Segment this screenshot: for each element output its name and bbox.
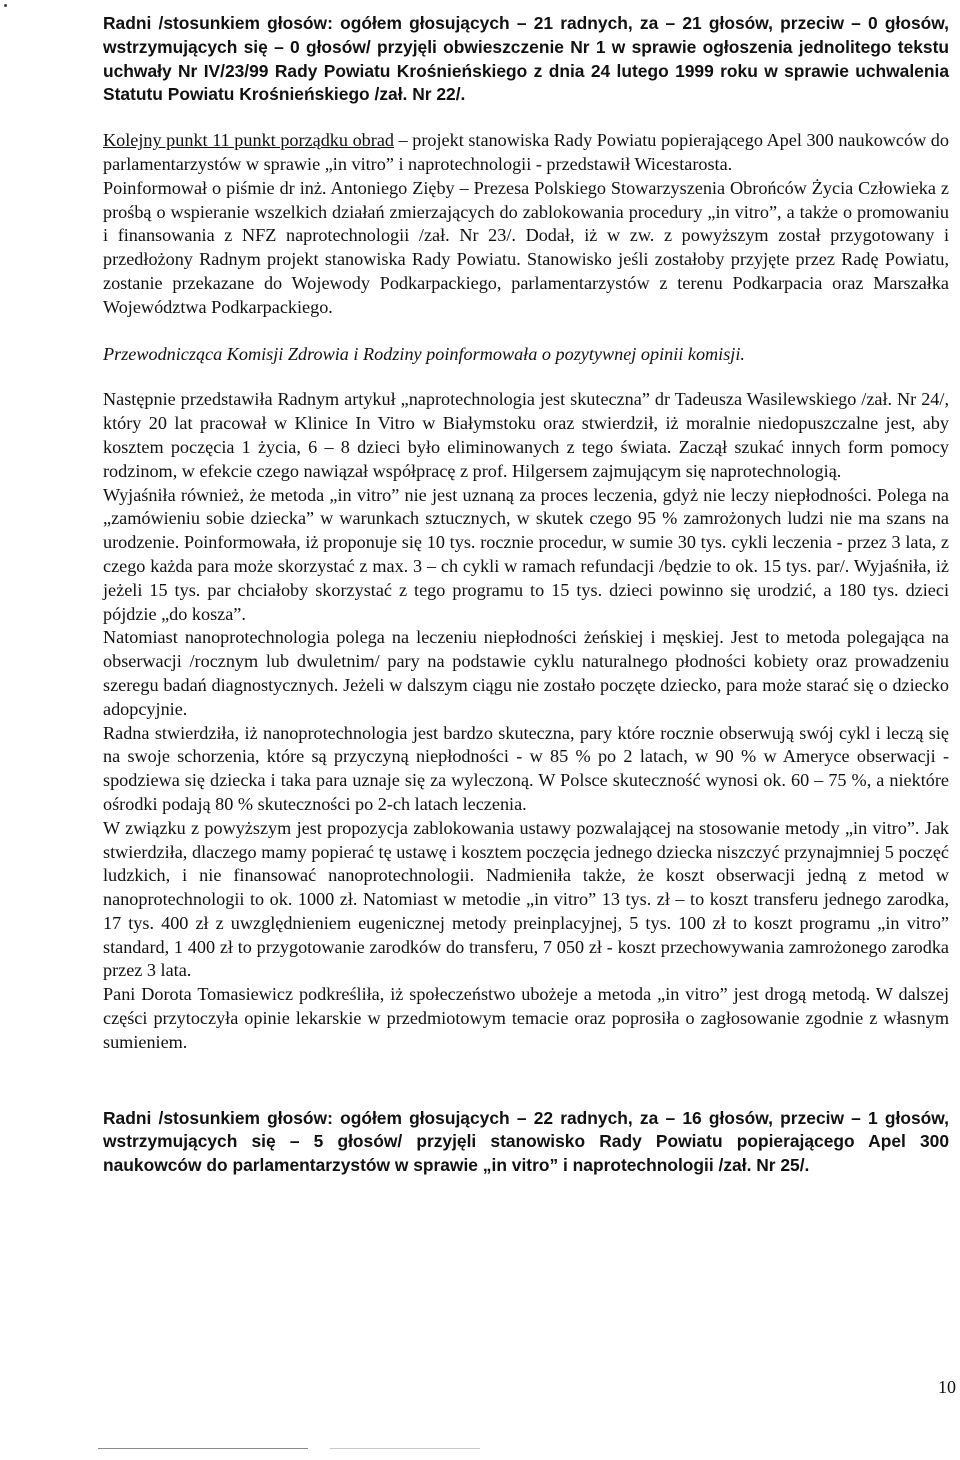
footer-divider (98, 1448, 308, 1449)
discussion-paragraph-6: Pani Dorota Tomasiewicz podkreśliła, iż społeczeństwo ubożeje a metoda „in vitro” jest drogą metodą. W dalszej części przytoczyła opinie lekarskie w przedmiotowym temacie oraz poprosiła o zagłosowanie zgodnie z własnym sumieniem. (103, 984, 949, 1052)
discussion-paragraph-4: Radna stwierdziła, iż nanoprotechnologia jest bardzo skuteczna, pary które rocznie obserwują swój cykl i leczą się na swoje schorzenia, które są przyczyną niepłodności - w 85 % po 2 latach, w 90 % w Ameryce obserwacji - spodziewa się dziecka i taka para uznaje się za wyleczoną. W Polsce skuteczność wynosi ok. 60 – 75 %, a niektóre ośrodki podają 80 % skuteczności po 2-ch latach leczenia. (103, 722, 949, 814)
agenda-item-continuation: Poinformował o piśmie dr inż. Antoniego Zięby – Prezesa Polskiego Stowarzyszenia Obrońców Życia Człowieka z prośbą o wspieranie wszelkich działań zmierzających do zablokowania procedury „in vitro”, a także o promowaniu i finansowania z NFZ naprotechnologii /zał. Nr 23/. Dodał, iż w zw. z powyższym został przygotowany i przedłożony Radnym projekt stanowiska Rady Powiatu. Stanowisko jeśli zostałoby przyjęte przez Radę Powiatu, zostanie przekazane do Wojewody Podkarpackiego, parlamentarzystów z terenu Podkarpacia oraz Marszałka Województwa Podkarpackiego. (103, 177, 949, 317)
agenda-item-section (103, 129, 949, 319)
discussion-paragraph-1: Następnie przedstawiła Radnym artykuł „naprotechnologia jest skuteczna” dr Tadeusza Wasilewskiego /zał. Nr 24/, który 20 lat pracował w Klinice In Vitro w Białymstoku oraz stwierdził, iż moralnie niedopuszczalne jest, aby kosztem poczęcia 1 życia, 6 – 8 dzieci było eliminowanych z tego świata. Zaczął szukać innych form pomocy rodzinom, w efekcie czego nawiązał współpracę z prof. Hilgersem zajmującym się naprotechnologią. (103, 389, 949, 481)
agenda-item-paragraph (103, 129, 949, 177)
vote-result-paragraph-1: Radni /stosunkiem głosów: ogółem głosujących – 21 radnych, za – 21 głosów, przeciw – 0 głosów, wstrzymujących się – 0 głosów/ przyjęli obwieszczenie Nr 1 w sprawie ogłoszenia jednolitego tekstu uchwały Nr IV/23/99 Rady Powiatu Krośnieńskiego z dnia 24 lutego 1999 roku w sprawie uchwalenia Statutu Powiatu Krośnieńskiego /zał. Nr 22/. (103, 13, 949, 105)
agenda-item-text: – projekt stanowiska Rady Powiatu popierającego Apel 300 naukowców do parlamentarzystów w sprawie „in vitro” i naprotechnologii - przedstawił Wicestarosta. (103, 130, 949, 174)
discussion-section (103, 388, 949, 1054)
footer-divider-faint (330, 1448, 480, 1449)
document-page (103, 12, 949, 1178)
discussion-paragraph-2: Wyjaśniła również, że metoda „in vitro” nie jest uznaną za proces leczenia, gdyż nie leczy niepłodności. Polega na „zamówieniu sobie dziecka” w warunkach sztucznych, w skutek czego 95 % zamrożonych ludzi nie ma szans na urodzenie. Poinformowała, iż proponuje się 10 tys. rocznie procedur, w sumie 30 tys. cykli leczenia - przez 3 lata, z czego każda para może skorzystać z max. 3 – ch cykli w ramach refundacji /będzie to ok. 15 tys. par/. Wyjaśniła, iż jeżeli 15 tys. par chciałoby skorzystać z tego programu to 15 tys. dzieci powinno się urodzić, a 180 tys. dzieci pójdzie „do kosza”. (103, 484, 949, 624)
vote-result-paragraph-2: Radni /stosunkiem głosów: ogółem głosujących – 22 radnych, za – 16 głosów, przeciw – 1 głosów, wstrzymujących się – 5 głosów/ przyjęli stanowisko Rady Powiatu popierającego Apel 300 naukowców do parlamentarzystów w sprawie „in vitro” i naprotechnologii /zał. Nr 25/. (103, 1107, 949, 1176)
agenda-item-heading: Kolejny punkt 11 punkt porządku obrad (103, 130, 394, 151)
discussion-paragraph-5: W związku z powyższym jest propozycja zablokowania ustawy pozwalającej na stosowanie metody „in vitro”. Jak stwierdziła, dlaczego mamy popierać tę ustawę i kosztem poczęcia jednego dziecka niszczyć przynajmniej 5 poczęć ludzkich, i nie finansować nanoprotechnologii. Nadmieniła także, że koszt obserwacji jedną z metod w nanoprotechnologii to ok. 1000 zł. Natomiast w metodie „in vitro” 13 tys. zł – to koszt transferu jednego zarodka, 17 tys. 400 zł z uwzględnieniem eugenicznej metody preinplacyjnej, 5 tys. 100 zł to koszt programu „in vitro” standard, 1 400 zł to przygotowanie zarodków do transferu, 7 050 zł - koszt przechowywania zamrożonego zarodka przez 3 lata. (103, 817, 949, 981)
page-number: 10 (938, 1377, 956, 1397)
scan-speck (4, 4, 7, 7)
discussion-paragraph-3: Natomiast nanoprotechnologia polega na leczeniu niepłodności żeńskiej i męskiej. Jest to metoda polegająca na obserwacji /rocznym lub dwuletnim/ pary na podstawie cyklu naturalnego płodności kobiety oraz prowadzeniu szeregu badań diagnostycznych. Jeżeli w dalszym ciągu nie zostało poczęte dziecko, para może starać się o dziecko adopcyjnie. (103, 627, 949, 719)
committee-opinion-paragraph: Przewodnicząca Komisji Zdrowia i Rodziny poinformowała o pozytywnej opinii komisji. (103, 343, 745, 364)
